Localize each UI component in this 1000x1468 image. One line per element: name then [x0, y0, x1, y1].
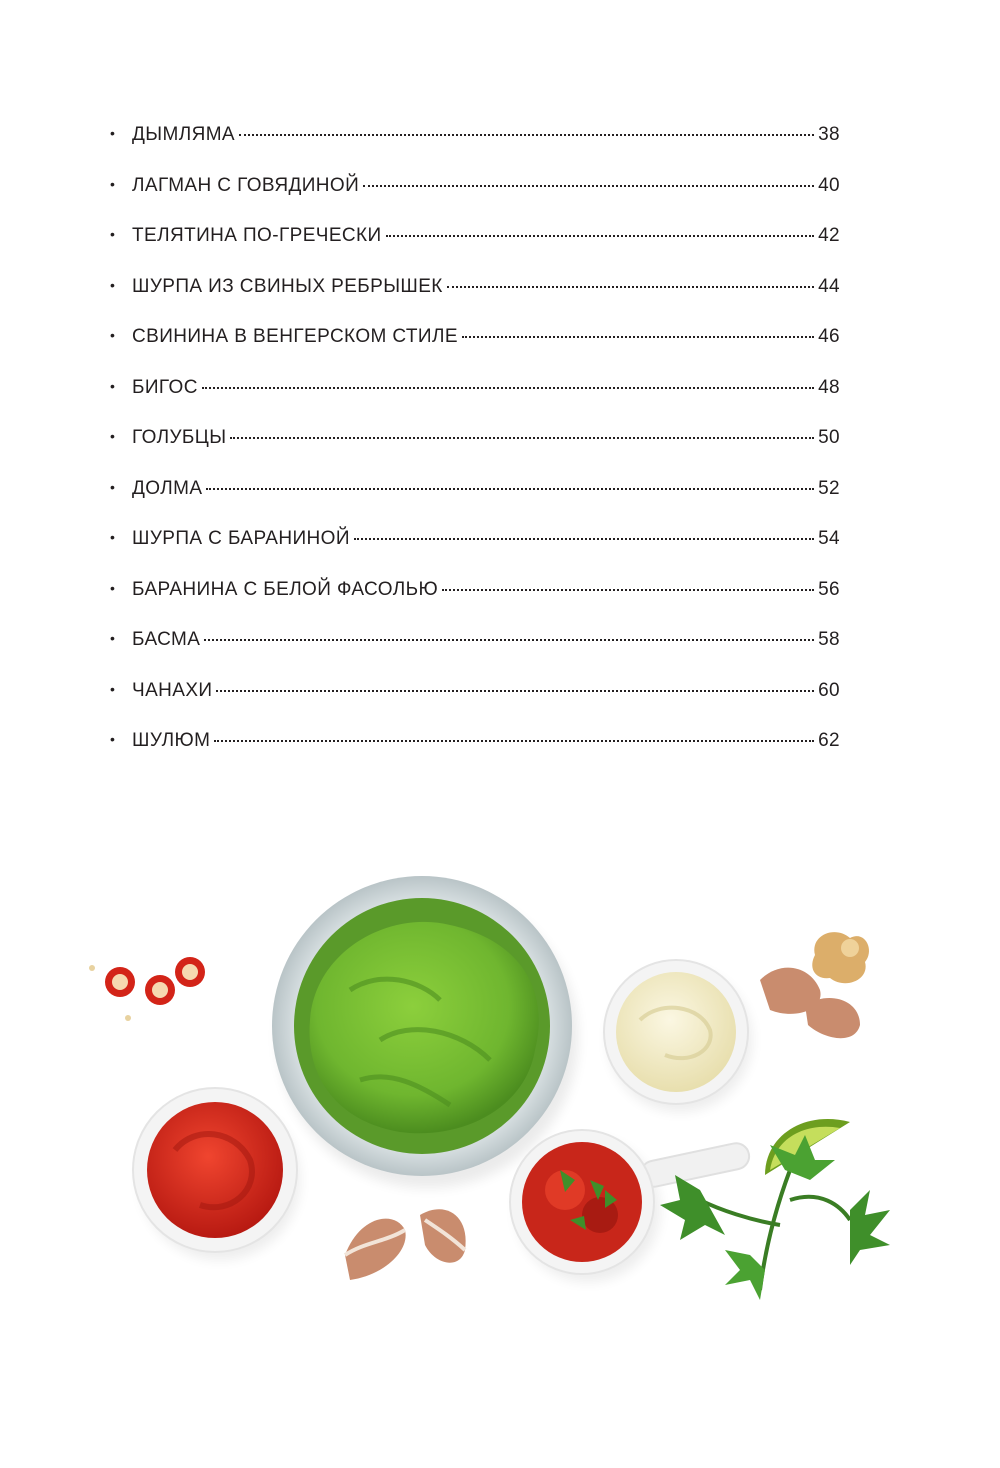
- tomato-paste-bowl: [133, 1088, 297, 1252]
- dot-leader: [206, 488, 814, 490]
- toc-entry[interactable]: [110, 175, 840, 226]
- toc-entry-title: ШУЛЮМ: [132, 730, 211, 751]
- dot-leader: [239, 134, 814, 136]
- toc-entry-title: СВИНИНА В ВЕНГЕРСКОМ СТИЛЕ: [132, 326, 458, 347]
- dot-leader: [230, 437, 814, 439]
- dot-leader: [216, 690, 814, 692]
- bullet-icon: •: [110, 478, 116, 495]
- toc-entry[interactable]: [110, 377, 840, 428]
- toc-entry-page: 56: [818, 578, 840, 600]
- dot-leader: [354, 538, 814, 540]
- bullet-icon: •: [110, 276, 116, 293]
- toc-entry-page: 44: [818, 275, 840, 297]
- toc-entry-title: ЛАГМАН С ГОВЯДИНОЙ: [132, 174, 360, 196]
- dot-leader: [462, 336, 814, 338]
- toc-entry-title: ЧАНАХИ: [132, 679, 213, 701]
- bullet-icon: •: [110, 226, 116, 242]
- toc-entry-title: ШУРПА ИЗ СВИНЫХ РЕБРЫШЕК: [132, 275, 443, 297]
- ginger-root: [812, 932, 869, 983]
- toc-entry-page: 48: [818, 376, 840, 398]
- toc-entry-page: 46: [818, 326, 840, 347]
- bullet-icon: •: [110, 680, 116, 697]
- toc-entry-page: 58: [818, 629, 840, 650]
- toc-entry-page: 54: [818, 528, 840, 549]
- bullet-icon: •: [110, 377, 116, 394]
- toc-entry-page: 60: [818, 679, 840, 701]
- toc-entry-title: ШУРПА С БАРАНИНОЙ: [132, 528, 350, 549]
- toc-entry[interactable]: [110, 276, 840, 327]
- toc-entry[interactable]: [110, 427, 840, 478]
- toc-entry[interactable]: [110, 730, 840, 781]
- toc-entry-page: 52: [818, 477, 840, 499]
- sauces-image: [60, 870, 960, 1330]
- bullet-icon: •: [110, 630, 116, 646]
- pesto-bowl: [272, 876, 572, 1176]
- toc-entry[interactable]: [110, 478, 840, 529]
- bullet-icon: •: [110, 579, 116, 596]
- mayo-bowl: [604, 960, 748, 1104]
- dot-leader: [386, 235, 814, 237]
- toc-entry-title: ДЫМЛЯМА: [132, 124, 236, 145]
- toc-entry-page: 38: [818, 124, 840, 145]
- toc-entry-page: 50: [818, 427, 840, 448]
- toc-entry-title: БАСМА: [132, 629, 201, 650]
- toc-entry-title: БИГОС: [132, 376, 198, 398]
- bullet-icon: •: [110, 731, 116, 747]
- bullet-icon: •: [110, 175, 116, 192]
- dot-leader: [204, 639, 814, 641]
- dot-leader: [447, 286, 814, 288]
- toc-entry[interactable]: [110, 579, 840, 630]
- toc-entry[interactable]: [110, 326, 840, 377]
- toc-entry-page: 62: [818, 730, 840, 751]
- salsa-bowl: [510, 1130, 752, 1274]
- bullet-icon: •: [110, 529, 116, 545]
- toc-entry-title: ДОЛМА: [132, 477, 203, 499]
- chili-slices: [89, 957, 205, 1021]
- food-sauces-illustration: [60, 870, 960, 1330]
- dot-leader: [214, 740, 814, 742]
- toc-entry-page: 42: [818, 225, 840, 246]
- toc-entry[interactable]: [110, 629, 840, 680]
- bullet-icon: •: [110, 327, 116, 343]
- toc-entry-page: 40: [818, 174, 840, 196]
- dot-leader: [442, 589, 814, 591]
- toc-entry-title: ТЕЛЯТИНА ПО-ГРЕЧЕСКИ: [132, 225, 382, 246]
- toc-entry[interactable]: [110, 528, 840, 579]
- toc-entry[interactable]: [110, 124, 840, 175]
- dot-leader: [202, 387, 814, 389]
- bullet-icon: •: [110, 125, 116, 141]
- toc-entry[interactable]: [110, 225, 840, 276]
- table-of-contents: [110, 124, 840, 781]
- toc-entry[interactable]: [110, 680, 840, 731]
- toc-entry-title: ГОЛУБЦЫ: [132, 427, 227, 448]
- dot-leader: [363, 185, 814, 187]
- bullet-icon: •: [110, 428, 116, 444]
- toc-entry-title: БАРАНИНА С БЕЛОЙ ФАСОЛЬЮ: [132, 578, 439, 600]
